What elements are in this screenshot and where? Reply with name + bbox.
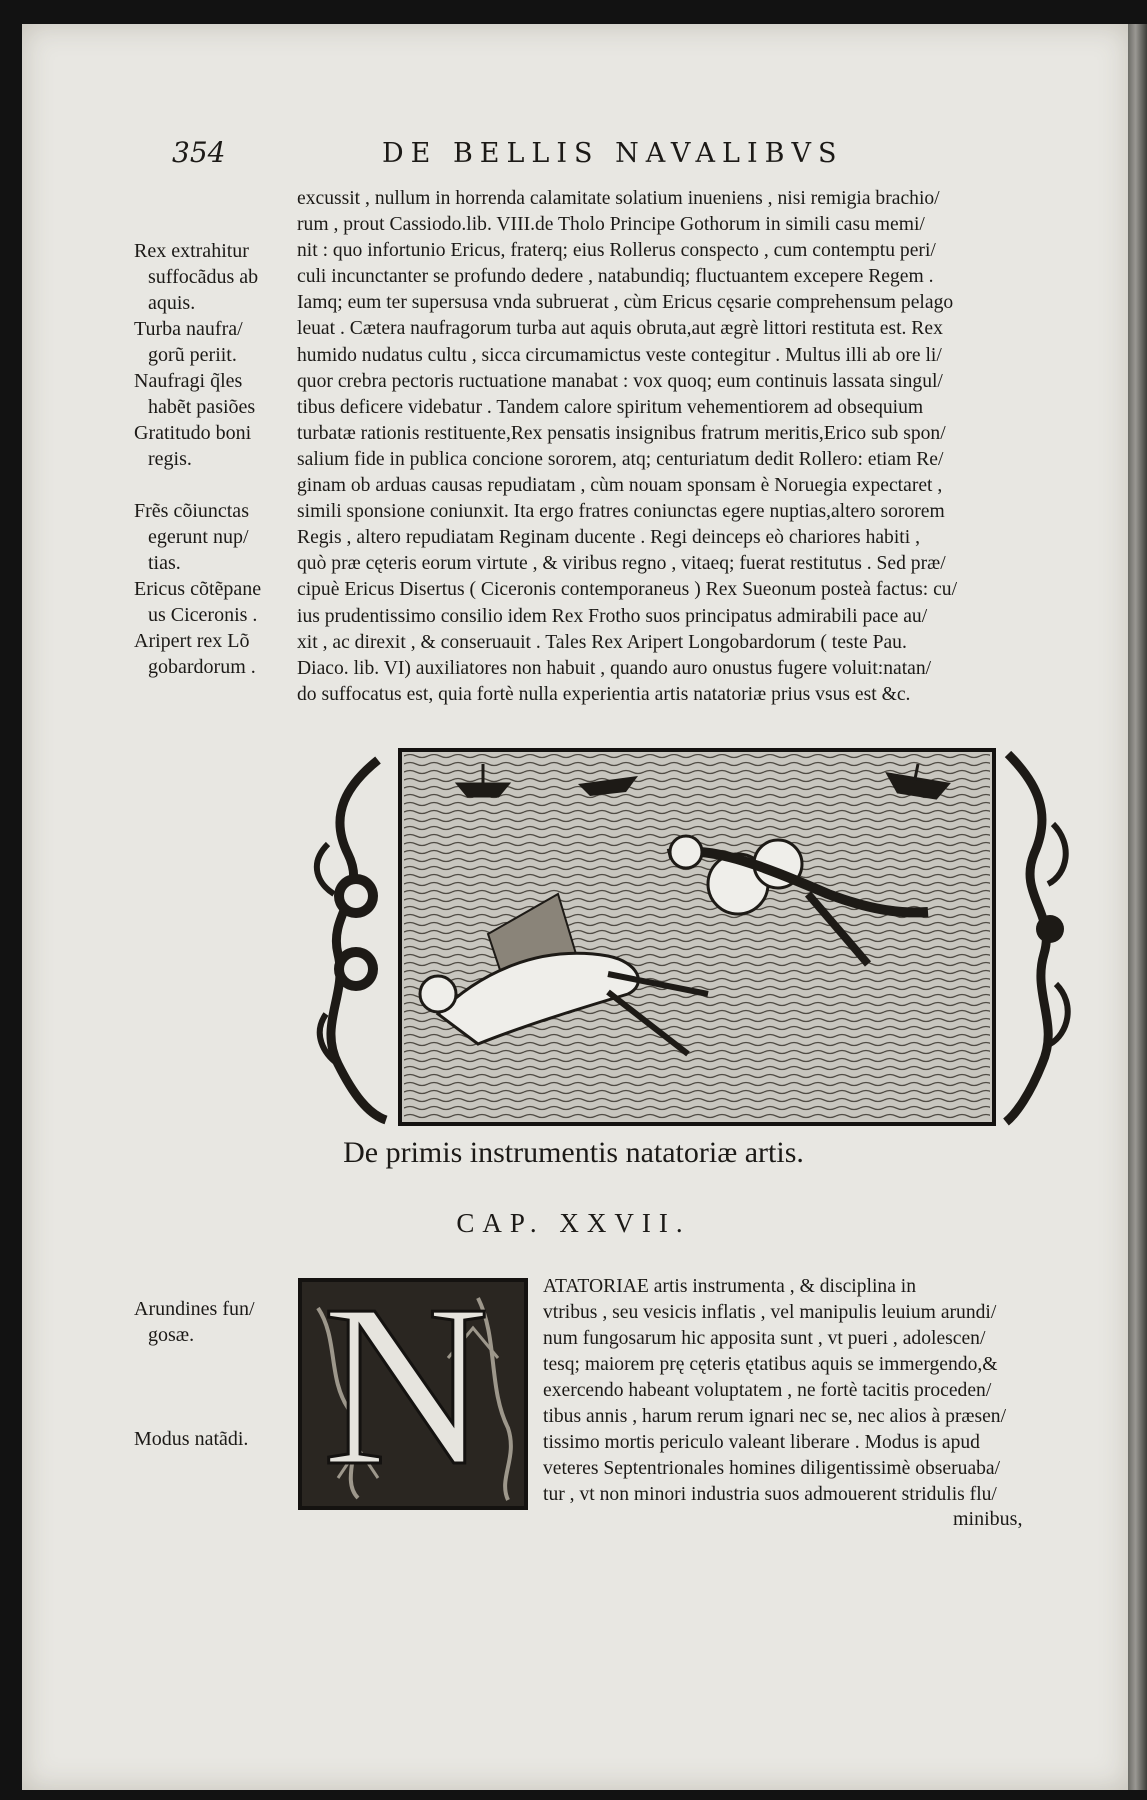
running-head bbox=[172, 136, 1002, 176]
margin-note-line: us Ciceronis . bbox=[148, 604, 258, 626]
text-line: quò præ cęteris eorum virtute , & viribus regno , vitaeq; fuerat restitutus . Sed præ/ bbox=[297, 553, 946, 575]
margin-note-line: Frẽs cõiunctas bbox=[134, 500, 249, 522]
initial-letter: N bbox=[322, 1257, 490, 1514]
margin-note-line: habẽt pasiões bbox=[148, 396, 256, 418]
running-title: DE BELLIS NAVALIBVS bbox=[382, 138, 844, 169]
text-line: veteres Septentrionales homines diligentissimè obseruaba/ bbox=[543, 1458, 1001, 1479]
woodcut-illustration bbox=[308, 744, 1090, 1128]
margin-note-line: suffocãdus ab bbox=[148, 266, 259, 288]
margin-note bbox=[134, 368, 255, 420]
main-text-block bbox=[297, 186, 1097, 708]
text-line: humido nudatus cultu , sicca circumamictus veste contegitur . Multus illi ab ore li/ bbox=[297, 344, 942, 366]
text-line: tibus deficere videbatur . Tandem calore spiritum vehementiorem ad obsequium bbox=[297, 396, 924, 418]
text-line: tur , vt non minori industria suos admouerent stridulis flu/ bbox=[543, 1484, 997, 1505]
margin-note bbox=[134, 576, 261, 628]
margin-note-line: Ericus cõtẽpane bbox=[134, 578, 262, 600]
woodcut-panel bbox=[400, 750, 994, 1124]
text-line: xit , ac direxit , & conseruauit . Tales Rex Aripert Longobardorum ( teste Pau. bbox=[297, 631, 907, 653]
margin-note-line: Aripert rex Lõ bbox=[134, 630, 250, 652]
text-line: simili sponsione coniunxit. Ita ergo fratres coniunctas egere nuptias,altero sororem bbox=[297, 501, 945, 523]
margin-note bbox=[134, 316, 243, 368]
ornament-right bbox=[1006, 754, 1068, 1122]
text-line: ius prudentissimo consilio idem Rex Frotho suos principatus admirabili pace au/ bbox=[297, 605, 928, 627]
text-line: exercendo habeant voluptatem , ne fortè tacitis proceden/ bbox=[543, 1380, 992, 1401]
text-line: tibus annis , harum rerum ignari nec se, nec alios à præsen/ bbox=[543, 1406, 1007, 1427]
text-line: rum , prout Cassiodo.lib. VIII.de Tholo Principe Gothorum in simili casu memi/ bbox=[297, 214, 925, 236]
text-line: tesq; maiorem prę cęteris ętatibus aquis se immergendo,& bbox=[543, 1354, 998, 1375]
margin-note-line: egerunt nup/ bbox=[148, 526, 249, 548]
margin-note-line: Naufragi q̃les bbox=[134, 370, 243, 392]
text-line: ginam ob arduas causas repudiatam , cùm nouam sponsam è Noruegia expectaret , bbox=[297, 475, 943, 497]
margin-note bbox=[134, 498, 249, 576]
text-line: salium fide in publica concione sororem, atq; centuriatum dedit Rollero: etiam Re/ bbox=[297, 448, 944, 470]
text-line: vtribus , seu vesicis inflatis , vel manipulis leuium arundi/ bbox=[543, 1302, 997, 1323]
margin-note-line: gosæ. bbox=[148, 1324, 195, 1346]
figure-caption: De primis instrumentis natatoriæ artis. bbox=[343, 1136, 804, 1169]
margin-note-line: gobardorum . bbox=[148, 656, 256, 678]
chapter-text-block bbox=[543, 1274, 1098, 1508]
text-line: nit : quo infortunio Ericus, fraterq; eius Rollerus conspecto , cum contemptu peri/ bbox=[297, 240, 936, 262]
text-line: Diaco. lib. VI) auxiliatores non habuit , quando auro onustus fugere voluit:natan/ bbox=[297, 657, 932, 679]
margin-note bbox=[134, 420, 251, 472]
text-line: cipuè Ericus Disertus ( Ciceronis contemporaneus ) Rex Sueonum posteà factus: cu/ bbox=[297, 579, 958, 601]
margin-note-line: gorũ periit. bbox=[148, 344, 237, 366]
margin-note-line: regis. bbox=[148, 448, 192, 470]
text-line: leuat . Cætera naufragorum turba aut aquis obruta,aut ægrè littori restituta est. Rex bbox=[297, 318, 943, 340]
text-line: num fungosarum hic apposita sunt , vt pueri , adolescen/ bbox=[543, 1328, 986, 1349]
margin-note-line: Rex extrahitur bbox=[134, 240, 249, 262]
text-line: excussit , nullum in horrenda calamitate solatium inueniens , nisi remigia brachio/ bbox=[297, 188, 940, 209]
margin-note bbox=[134, 238, 258, 316]
margin-note-line: Modus natãdi. bbox=[134, 1428, 249, 1450]
text-line: do suffocatus est, quia fortè nulla experientia artis natatoriæ prius vsus est &c. bbox=[297, 683, 911, 705]
next-page-edge bbox=[1128, 24, 1147, 1790]
margin-note bbox=[134, 1296, 255, 1348]
text-line: turbatæ rationis restituente,Rex pensatis insignibus fratrum meritis,Erico sub spon/ bbox=[297, 422, 946, 444]
margin-note-line: tias. bbox=[148, 552, 181, 574]
decorated-initial bbox=[298, 1257, 528, 1514]
text-line: culi incunctanter se profundo dedere , natabundiq; fluctuantem excepere Regem . bbox=[297, 266, 934, 288]
text-line: Iamq; eum ter supersusa vnda subruerat , cùm Ericus cęsarie comprehensum pelago bbox=[297, 292, 954, 314]
text-line: tissimo mortis periculo valeant liberare . Modus is apud bbox=[543, 1432, 980, 1453]
text-line: quor crebra pectoris ructuatione manabat : vox quoq; eum continuis lassata singul/ bbox=[297, 370, 943, 392]
margin-note-line: Gratitudo boni bbox=[134, 422, 252, 444]
text-line: Regis , altero repudiatam Reginam ducente . Regi deinceps eò chariores habiti , bbox=[297, 527, 920, 549]
margin-note bbox=[134, 1426, 248, 1452]
chapter-heading: CAP. XXVII. bbox=[456, 1208, 691, 1238]
catchword: minibus, bbox=[953, 1508, 1023, 1530]
text-line: ATATORIAE artis instrumenta , & disciplina in bbox=[543, 1276, 917, 1297]
margin-note-line: Turba naufra/ bbox=[134, 318, 243, 340]
ornament-left bbox=[312, 758, 394, 1120]
margin-note-line: Arundines fun/ bbox=[134, 1298, 255, 1320]
page-number: 354 bbox=[172, 136, 226, 169]
margin-note bbox=[134, 628, 256, 680]
margin-note-line: aquis. bbox=[148, 292, 196, 314]
